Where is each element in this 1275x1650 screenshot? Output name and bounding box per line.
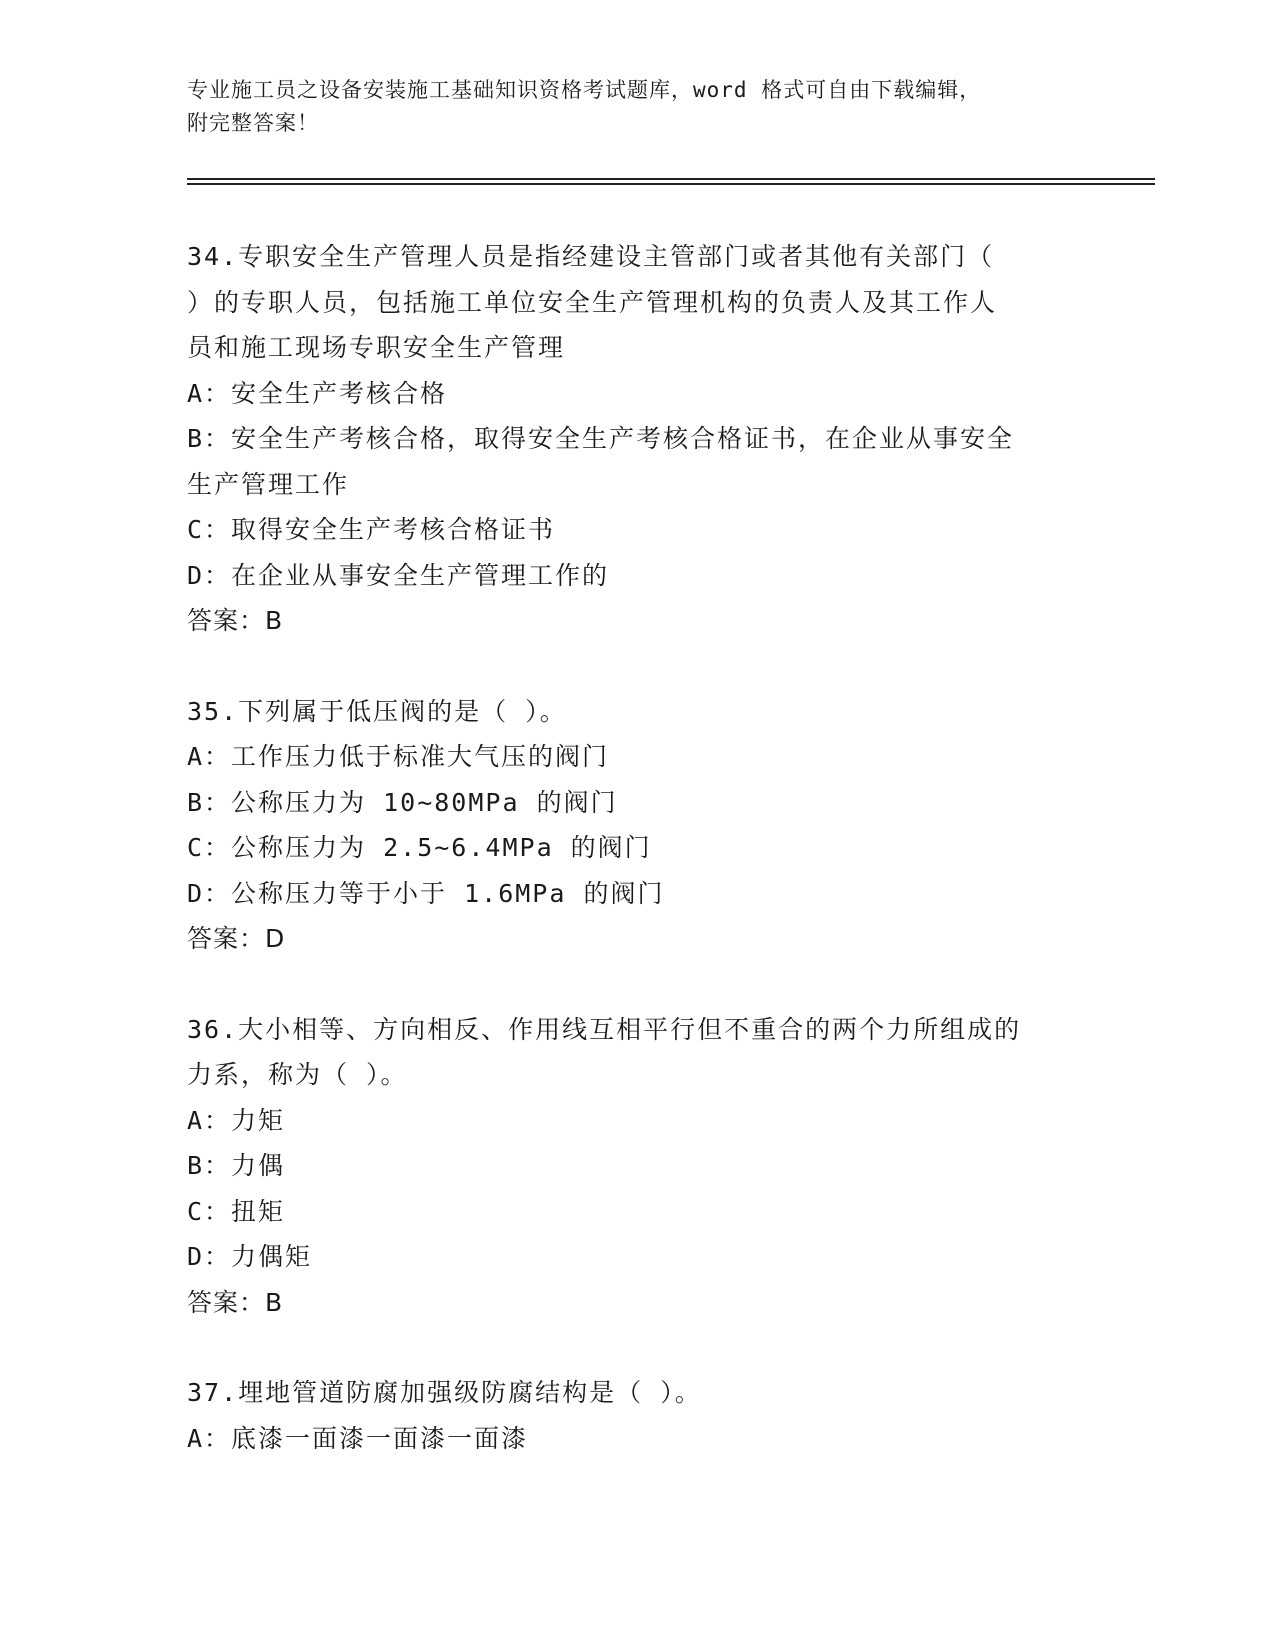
option-a: A：安全生产考核合格 xyxy=(187,378,448,408)
option-c: C：公称压力为 2.5~6.4MPa 的阀门 xyxy=(187,833,652,862)
option-c: C：扭矩 xyxy=(187,1196,286,1226)
header-divider-top xyxy=(187,178,1155,180)
question-stem-line: 力系，称为（ ）。 xyxy=(187,1060,408,1089)
question-stem-line: 36.大小相等、方向相反、作用线互相平行但不重合的两个力所组成的 xyxy=(187,1014,1022,1044)
option-a: A：工作压力低于标准大气压的阀门 xyxy=(187,742,610,771)
option-d: D：公称压力等于小于 1.6MPa 的阀门 xyxy=(187,878,665,908)
question-34 xyxy=(187,234,1087,644)
question-35 xyxy=(187,689,1087,962)
answer-label: 答案：B xyxy=(187,1287,284,1317)
document-header xyxy=(187,74,1087,140)
option-b: B：力偶 xyxy=(187,1151,286,1180)
answer-label: 答案：B xyxy=(187,606,284,635)
header-divider-bottom xyxy=(187,183,1155,185)
option-b: B：公称压力为 10~80MPa 的阀门 xyxy=(187,787,618,817)
option-a: A：底漆一面漆一面漆一面漆 xyxy=(187,1423,529,1453)
question-36 xyxy=(187,1007,1087,1326)
answer-label: 答案：D xyxy=(187,924,286,953)
header-line-1: 专业施工员之设备安装施工基础知识资格考试题库，word 格式可自由下载编辑， xyxy=(187,78,982,102)
header-line-2: 附完整答案！ xyxy=(187,111,319,135)
question-stem-line: 35.下列属于低压阀的是（ ）。 xyxy=(187,696,567,726)
question-37 xyxy=(187,1370,1087,1461)
question-stem-line: 34.专职安全生产管理人员是指经建设主管部门或者其他有关部门（ xyxy=(187,242,995,271)
question-stem-line: 37.埋地管道防腐加强级防腐结构是（ ）。 xyxy=(187,1378,702,1407)
option-d: D：力偶矩 xyxy=(187,1242,313,1271)
question-stem-line: ）的专职人员，包括施工单位安全生产管理机构的负责人及其工作人 xyxy=(187,287,998,317)
option-c: C：取得安全生产考核合格证书 xyxy=(187,515,556,544)
option-b-continued: 生产管理工作 xyxy=(187,469,350,499)
option-a: A：力矩 xyxy=(187,1105,286,1135)
question-list xyxy=(187,234,1087,1506)
option-b: B：安全生产考核合格，取得安全生产考核合格证书，在企业从事安全 xyxy=(187,424,1015,453)
question-stem-line: 员和施工现场专职安全生产管理 xyxy=(187,333,566,362)
option-d: D：在企业从事安全生产管理工作的 xyxy=(187,560,610,590)
